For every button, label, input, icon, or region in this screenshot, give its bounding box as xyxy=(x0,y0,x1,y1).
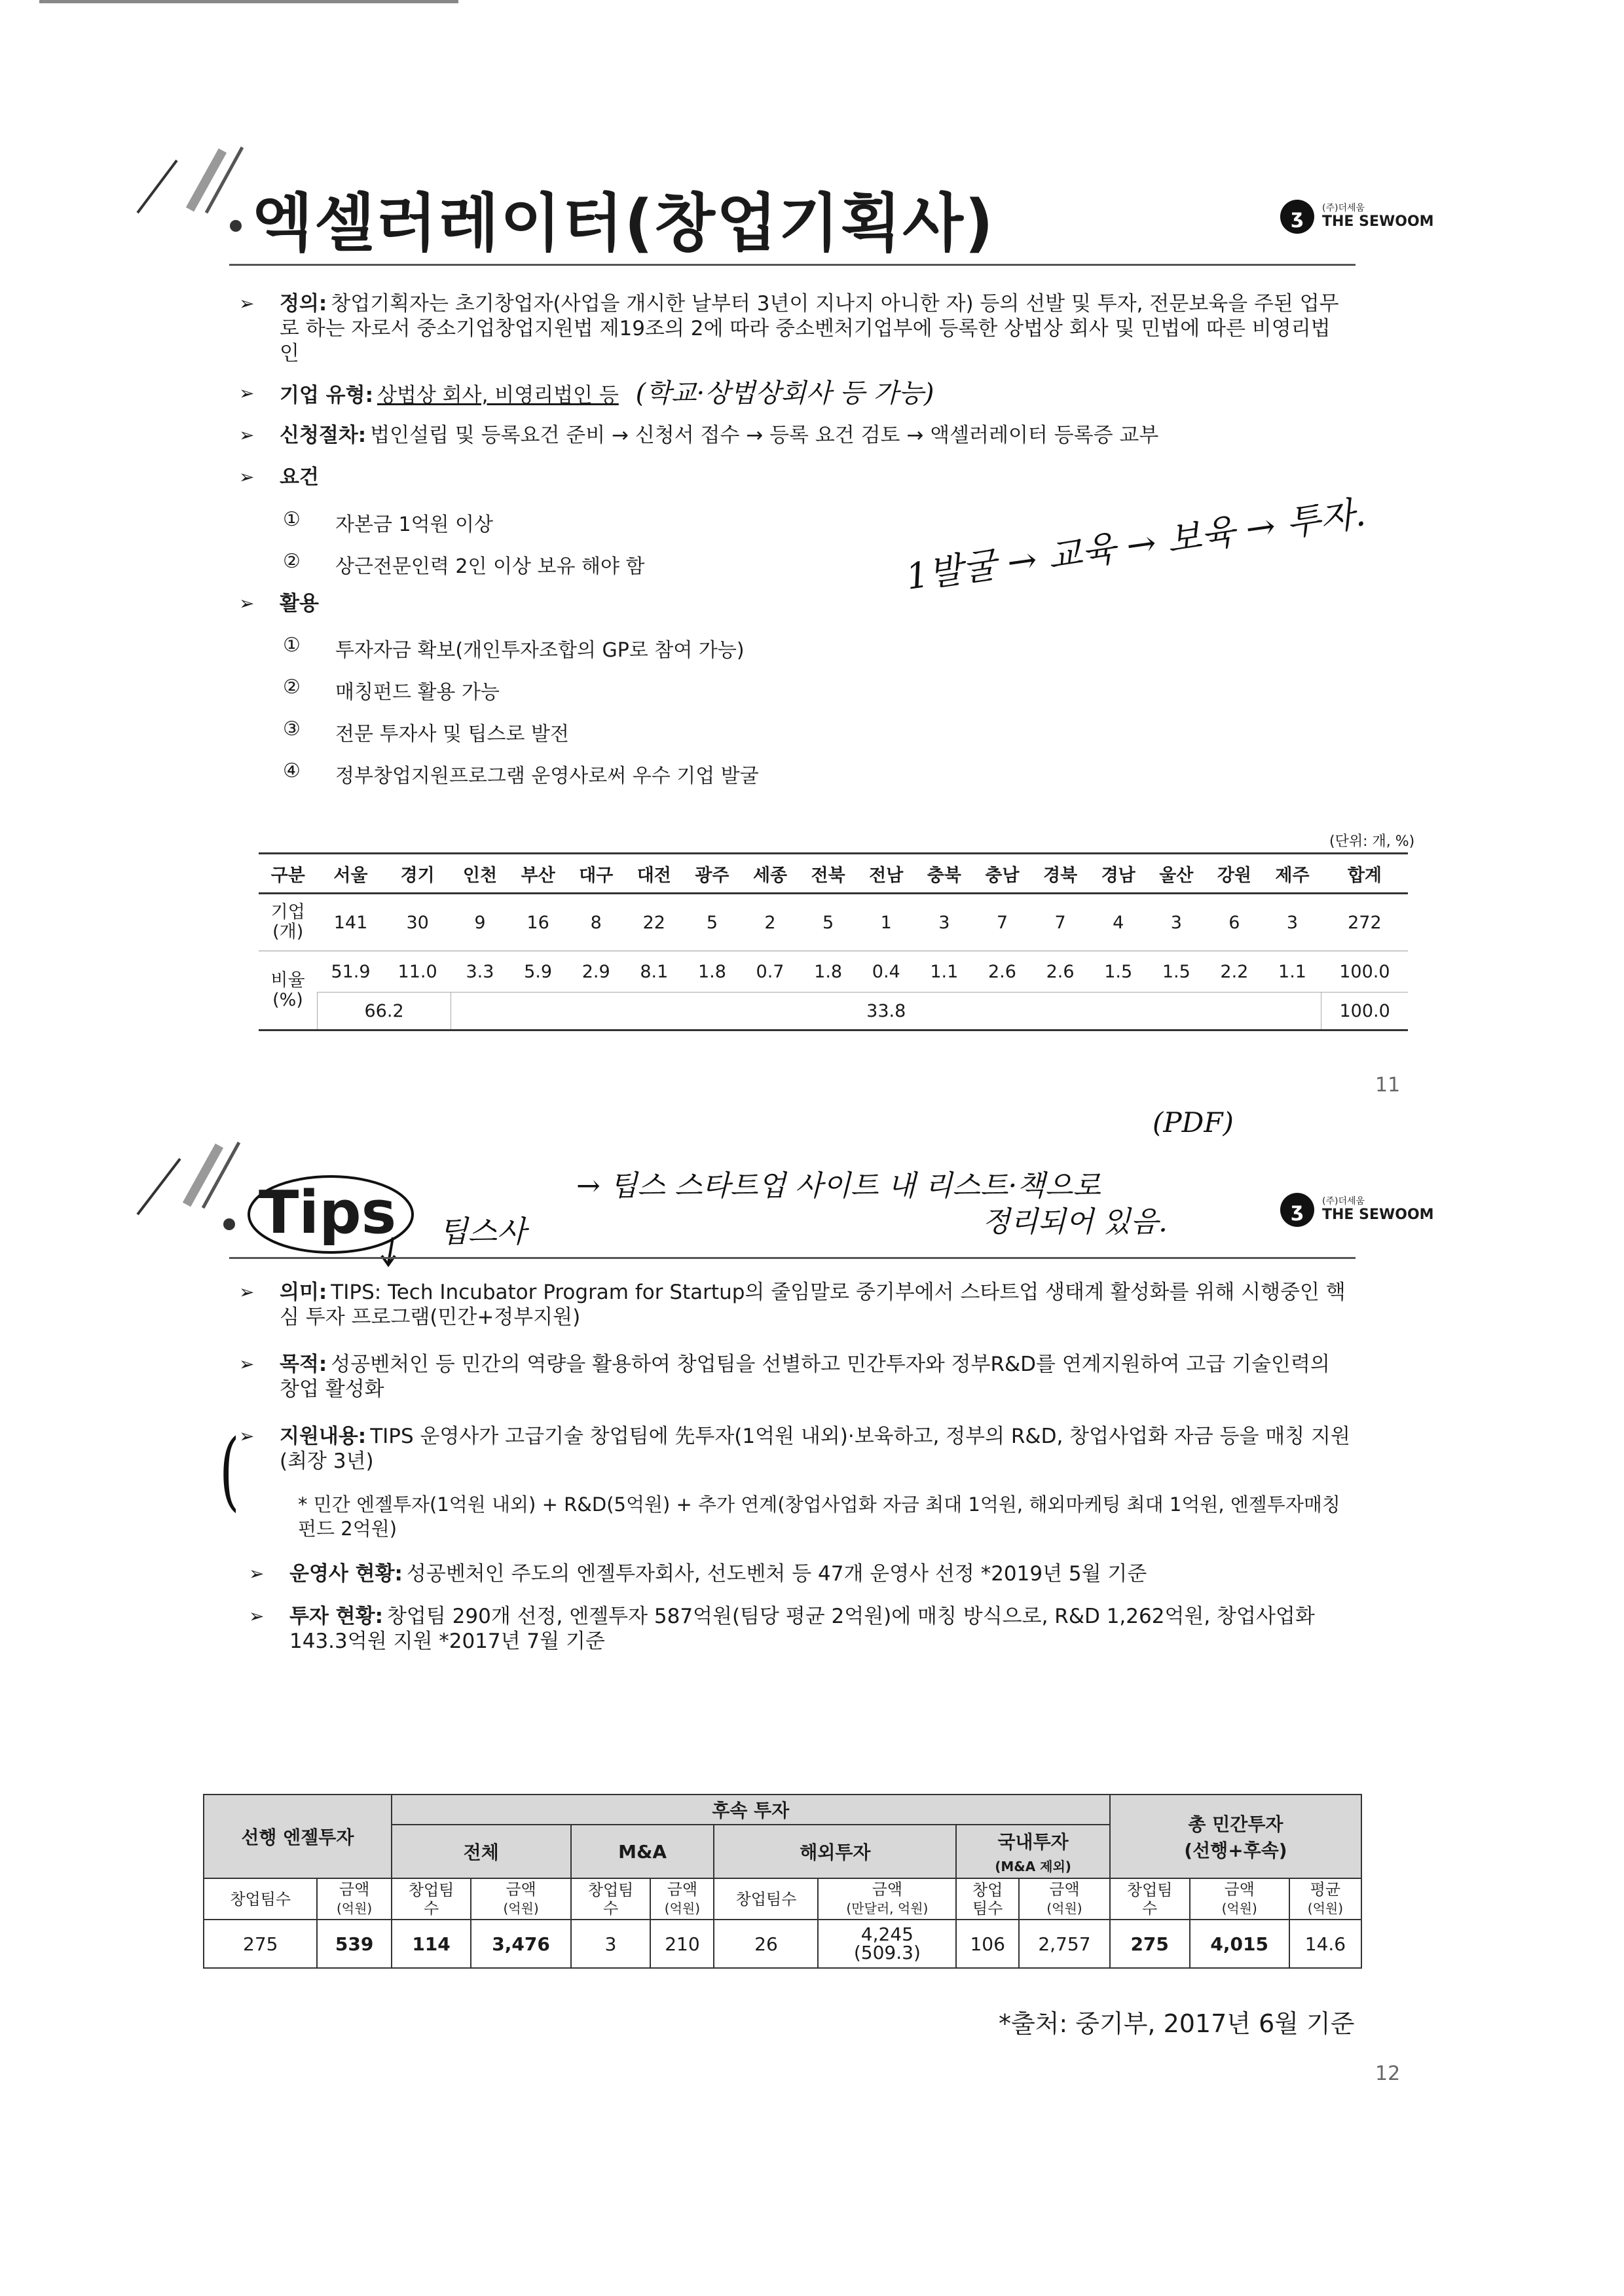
table-row-count: 기업 (개) 141 30 9 16 8 22 5 2 5 1 3 7 7 4 3 6 3 272 xyxy=(259,894,1408,951)
bullet-uses: ➢ 활용 xyxy=(239,592,319,615)
bullet-procedure: ➢ 신청절차: 법인설립 및 등록요건 준비 → 신청서 접수 → 등록 요건 검토 → 액셀러레이터 등록증 교부 xyxy=(239,424,1159,447)
source-note: *출처: 중기부, 2017년 6월 기준 xyxy=(999,2009,1355,2038)
arrow-bullet-icon: ➢ xyxy=(239,1281,255,1303)
logo-korean: (주)더세움 xyxy=(1322,1196,1365,1207)
regional-accelerator-table xyxy=(259,852,1408,1031)
arrow-bullet-icon: ➢ xyxy=(239,293,255,314)
arrow-bullet-icon: ➢ xyxy=(239,424,255,446)
bullet-operators: ➢ 운영사 현황: 성공벤처인 주도의 엔젤투자회사, 선도벤처 등 47개 운영사 선정 *2019년 5월 기준 xyxy=(249,1562,1147,1586)
header-angel: 선행 엔젤투자 xyxy=(204,1795,392,1878)
handwritten-flow-note: 1발굴 → 교육 → 보육 → 투자. xyxy=(903,492,1369,598)
handwritten-note-list: → 팁스 스타트업 사이트 내 리스트·책으로 xyxy=(576,1169,1101,1203)
table-value-row: 275 539 114 3,476 3 210 26 4,245 (509.3) 106 2,757 275 4,015 14.6 xyxy=(204,1920,1361,1968)
requirement-item-2: ② 상근전문인력 2인 이상 보유 해야 함 xyxy=(283,550,645,578)
arrow-bullet-icon: ➢ xyxy=(239,1425,255,1447)
use-item-1: ① 투자자금 확보(개인투자조합의 GP로 참여 가능) xyxy=(283,634,745,662)
use-item-2: ② 매칭펀드 활용 가능 xyxy=(283,676,500,704)
sewoom-logo-icon: ʒ xyxy=(1280,1193,1314,1227)
bullet-support: ➢ 지원내용: TIPS 운영사가 고급기술 창업팀에 先투자(1억원 내외)·보육하고, 정부의 R&D, 창업사업화 자금 등을 매칭 지원(최장 3년) xyxy=(239,1425,1350,1473)
handwritten-note-tips-company: 팁스사 xyxy=(439,1214,526,1249)
page-title-accelerator: 엑셀러레이터(창업기획사) xyxy=(252,187,995,260)
arrow-bullet-icon: ➢ xyxy=(239,592,255,614)
tips-investment-table: 선행 엔젤투자 후속 투자 총 민간투자 (선행+후속) 전체 M&A 해외투자 국내투자 (M&A 제외) 창업팀수 금액 (억원) 창업팀 수 금액 (억원) 창업팀 수 금액 (억원) 창업팀수 금액 (만달러, 억원) 창업 팀수 금액 (억원) 창업팀 수 금액 (억원) 평균 (억원) 275 539 114 3,476 3 210 26 4,245 (509.3) 106 2,757 275 4,015 14.6 xyxy=(203,1794,1362,1969)
logo-english: THE SEWOOM xyxy=(1322,213,1434,230)
arrow-bullet-icon: ➢ xyxy=(239,466,255,488)
table-row-ratio: 비율 (%) 51.9 11.0 3.3 5.9 2.9 8.1 1.8 0.7 1.8 0.4 1.1 2.6 2.6 1.5 1.5 2.2 1.1 100.0 xyxy=(259,951,1408,993)
logo-korean: (주)더세움 xyxy=(1322,203,1365,214)
handwritten-note-type: (학교·상법상회사 등 가능) xyxy=(635,378,934,409)
arrow-bullet-icon: ➢ xyxy=(239,382,255,404)
page-number-12: 12 xyxy=(1375,2062,1401,2085)
support-footnote: * 민간 엔젤투자(1억원 내외) + R&D(5억원) + 추가 연계(창업사업화 자금 최대 1억원, 해외마케팅 최대 1억원, 엔젤투자매칭펀드 2억원) xyxy=(298,1493,1340,1540)
table-header-row: 구분 서울 경기 인천 부산 대구 대전 광주 세종 전북 전남 충북 충남 경북 경남 울산 강원 제주 합계 xyxy=(259,854,1408,894)
bullet-requirements: ➢ 요건 xyxy=(239,465,319,489)
table-row-group-ratio: 66.2 33.8 100.0 xyxy=(259,993,1408,1030)
company-logo-2 xyxy=(1280,1193,1434,1227)
bullet-investment: ➢ 투자 현황: 창업팀 290개 선정, 엔젤투자 587억원(팀당 평균 2억원)에 매칭 방식으로, R&D 1,262억원, 창업사업화 143.3억원 지원 *2017년 7월 기준 xyxy=(249,1605,1315,1653)
header-follow: 후속 투자 xyxy=(392,1795,1110,1825)
handwritten-note-organized: 정리되어 있음. xyxy=(982,1205,1168,1239)
arrow-bullet-icon: ➢ xyxy=(239,1353,255,1375)
requirement-item-1: ① 자본금 1억원 이상 xyxy=(283,508,494,536)
tips-divider xyxy=(229,1257,1356,1259)
bullet-definition: ➢ 정의: 창업기획자는 초기창업자(사업을 개시한 날부터 3년이 지나지 아니한 자) 등의 선발 및 투자, 전문보육을 주된 업무로 하는 자로서 중소기업창업지원법 제19조의 2에 따라 중소벤처기업부에 등록한 상법상 회사 및 민법에 따른 비영리법인 xyxy=(239,292,1339,365)
arrow-bullet-icon: ➢ xyxy=(249,1605,265,1627)
header-total: 총 민간투자 (선행+후속) xyxy=(1110,1795,1361,1878)
arrow-bullet-icon: ➢ xyxy=(249,1563,265,1584)
logo-english: THE SEWOOM xyxy=(1322,1206,1434,1223)
page-title-tips: Tips xyxy=(259,1178,397,1247)
handwritten-note-pdf: (PDF) xyxy=(1153,1106,1234,1139)
page-number-11: 11 xyxy=(1375,1074,1401,1097)
table-subheader-row: 창업팀수 금액 (억원) 창업팀 수 금액 (억원) 창업팀 수 금액 (억원) 창업팀수 금액 (만달러, 억원) 창업 팀수 금액 (억원) 창업팀 수 금액 (억원) 평균 (억원) xyxy=(204,1878,1361,1920)
use-item-3: ③ 전문 투자사 및 팁스로 발전 xyxy=(283,718,569,746)
handwritten-bracket: ( xyxy=(219,1421,240,1520)
title-divider xyxy=(229,264,1356,266)
bullet-meaning: ➢ 의미: TIPS: Tech Incubator Program for Startup의 줄임말로 중기부에서 스타트업 생태계 활성화를 위해 시행중인 핵심 투자 프로그램(민간+정부지원) xyxy=(239,1281,1346,1329)
company-logo xyxy=(1280,200,1434,234)
bullet-purpose: ➢ 목적: 성공벤처인 등 민간의 역량을 활용하여 창업팀을 선별하고 민간투자와 정부R&D를 연계지원하여 고급 기술인력의 창업 활성화 xyxy=(239,1353,1330,1401)
scan-edge-line xyxy=(39,0,458,3)
sewoom-logo-icon: ʒ xyxy=(1280,200,1314,234)
use-item-4: ④ 정부창업지원프로그램 운영사로써 우수 기업 발굴 xyxy=(283,759,759,788)
table-unit-note: (단위: 개, %) xyxy=(1329,833,1415,850)
bullet-company-type: ➢ 기업 유형: 상법상 회사, 비영리법인 등 (학교·상법상회사 등 가능) xyxy=(239,378,934,409)
